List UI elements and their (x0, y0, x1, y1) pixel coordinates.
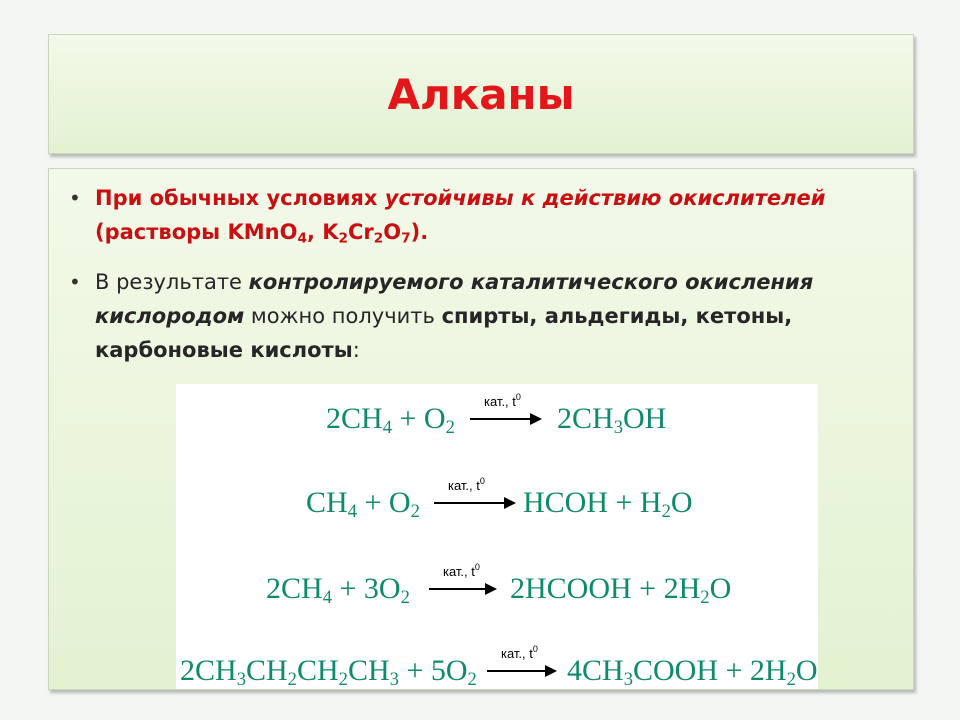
equation-products (567, 654, 818, 691)
formula-text: 4CH (567, 654, 624, 687)
formula-text: O (709, 572, 732, 605)
equation-products (523, 486, 693, 523)
title-panel (48, 34, 914, 154)
formula-subscript: 2 (786, 669, 796, 691)
bullet-text-run: В результате (95, 270, 249, 294)
formula-text: 2CH (266, 572, 323, 605)
reaction-arrow-icon (434, 502, 514, 504)
reaction-arrow-group (434, 478, 518, 518)
reaction-condition (501, 644, 538, 661)
formula-text: + 5O (398, 654, 468, 687)
reaction-arrow-group (487, 646, 559, 686)
formula-subscript: 2 (338, 669, 348, 691)
equation-reactants (306, 486, 420, 523)
content-panel (48, 168, 914, 690)
equation-products (510, 572, 732, 609)
formula-text: CH (245, 654, 288, 687)
slide-title: Алканы (387, 69, 575, 119)
condition-text: кат., t (484, 394, 516, 409)
bullet-text-run: O (383, 220, 402, 244)
condition-superscript: 0 (479, 476, 485, 486)
condition-text: кат., t (448, 478, 480, 493)
formula-subscript: 4 (347, 501, 357, 523)
formula-text: O (670, 486, 693, 519)
bullet-text-run: , K (306, 220, 339, 244)
formula-text: CH (306, 486, 348, 519)
bullet-text-run: можно получить (244, 304, 442, 328)
equation-1 (176, 394, 818, 444)
equation-reactants (326, 402, 455, 439)
bullet-text-run: : (352, 338, 360, 362)
formula-subscript: 2 (467, 669, 477, 691)
formula-text: 2CH (180, 654, 237, 687)
bullet-text-run: (растворы KMnO (95, 220, 298, 244)
reaction-arrow-icon (429, 588, 495, 590)
reaction-arrow-group (429, 564, 499, 604)
formula-text: + O (391, 402, 446, 435)
formula-panel (176, 384, 818, 689)
reaction-condition (484, 392, 521, 409)
bullet-text-run: 2 (373, 230, 384, 247)
bullet-text-run: 7 (401, 230, 411, 247)
condition-superscript: 0 (515, 392, 521, 402)
formula-text: OH (622, 402, 667, 435)
formula-subscript: 3 (236, 669, 246, 691)
reaction-condition (443, 562, 480, 579)
condition-text: кат., t (443, 564, 475, 579)
formula-text: O (795, 654, 818, 687)
formula-subscript: 2 (700, 587, 710, 609)
equation-products (557, 402, 667, 439)
reaction-arrow-group (470, 394, 544, 434)
formula-text: CH (296, 654, 339, 687)
equation-reactants (266, 572, 410, 609)
bullet-text-run: ). (410, 220, 429, 244)
formula-text: 2CH (557, 402, 614, 435)
bullet-text-run: устойчивы к действию окислителей (384, 186, 826, 210)
equation-4 (176, 646, 818, 696)
formula-text: CH (347, 654, 390, 687)
condition-text: кат., t (501, 646, 533, 661)
reaction-condition (448, 476, 485, 493)
formula-text: + 3O (331, 572, 401, 605)
bullet-text-run: 2 (338, 230, 349, 247)
bullet-marker: • (69, 186, 81, 210)
equation-reactants (180, 654, 477, 691)
formula-subscript: 2 (661, 501, 671, 523)
bullet-text-run: 4 (297, 230, 307, 247)
condition-superscript: 0 (474, 562, 480, 572)
reaction-arrow-icon (487, 670, 555, 672)
formula-text: 2CH (326, 402, 383, 435)
formula-subscript: 4 (322, 587, 332, 609)
bullet-text-run: спирты, альдегиды, кетоны, карбоновые кислоты (95, 304, 793, 362)
formula-subscript: 3 (389, 669, 399, 691)
formula-text: HCOH + H (523, 486, 662, 519)
bullet-text-run: При обычных условиях (95, 186, 385, 210)
formula-text: 2HCOOH + 2H (510, 572, 701, 605)
condition-superscript: 0 (532, 644, 538, 654)
formula-subscript: 2 (400, 587, 410, 609)
formula-subscript: 2 (287, 669, 297, 691)
equation-2 (176, 478, 818, 528)
bullet-text-2 (95, 265, 875, 367)
formula-text: COOH + 2H (632, 654, 787, 687)
equation-3 (176, 564, 818, 614)
formula-subscript: 3 (613, 417, 623, 439)
bullet-marker: • (69, 270, 81, 294)
bullet-text-run: контролируемого каталитического окисления кислородом (95, 270, 814, 328)
formula-text: + O (356, 486, 411, 519)
formula-subscript: 2 (445, 417, 455, 439)
reaction-arrow-icon (470, 418, 540, 420)
formula-subscript: 2 (410, 501, 420, 523)
formula-subscript: 3 (623, 669, 633, 691)
bullet-text-1 (95, 181, 875, 249)
formula-subscript: 4 (382, 417, 392, 439)
bullet-text-run: Cr (348, 220, 374, 244)
